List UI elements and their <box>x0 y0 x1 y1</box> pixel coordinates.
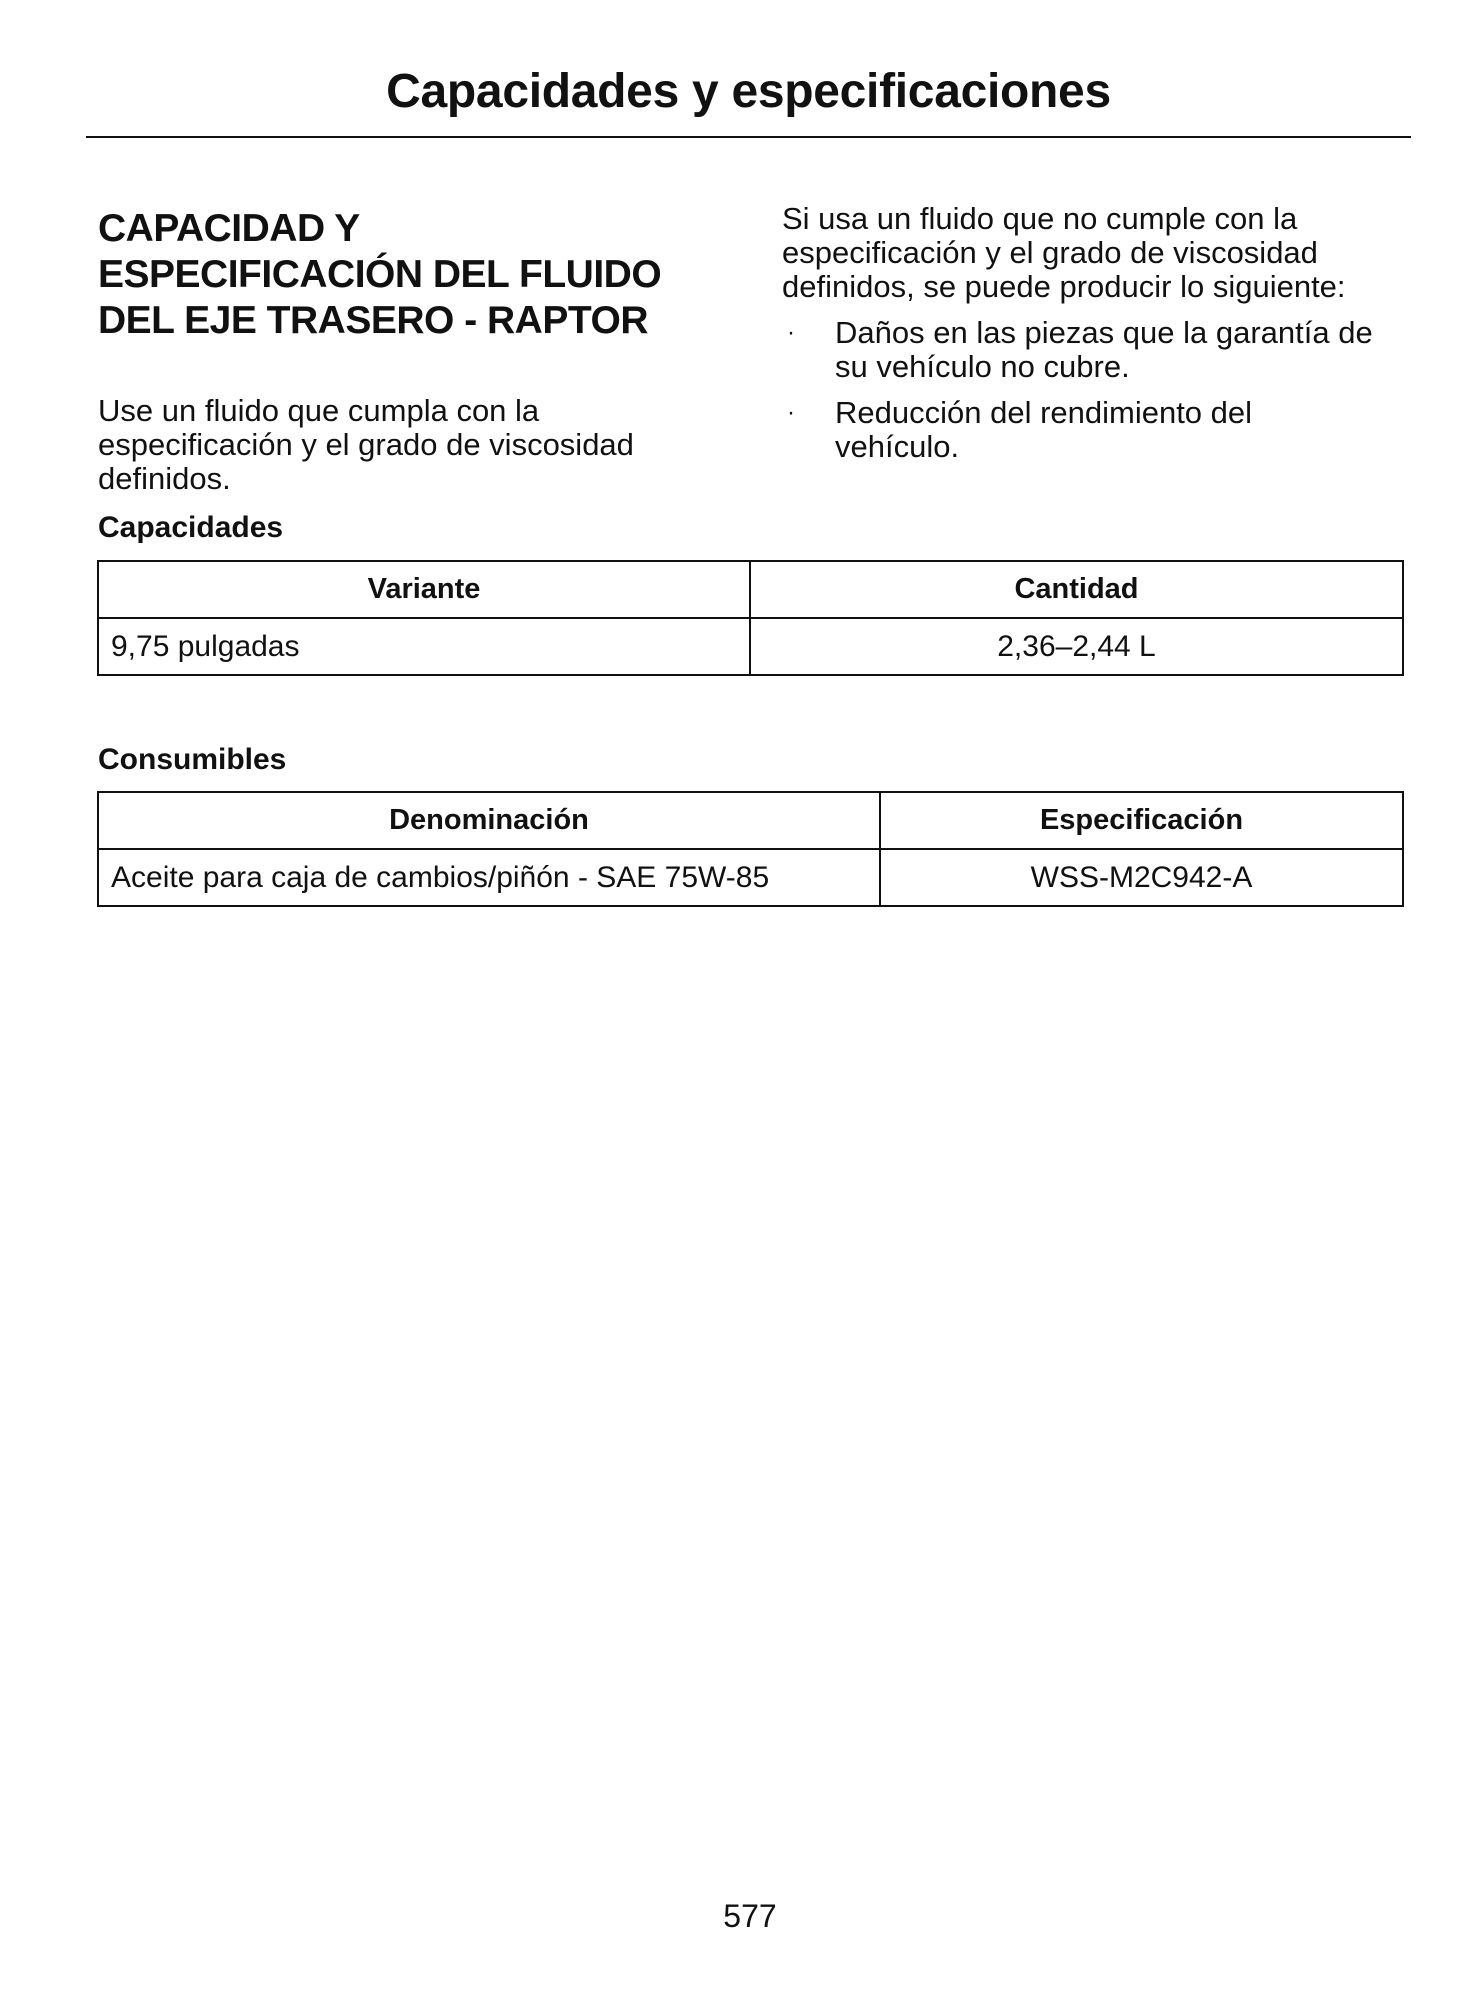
intro-line: Use un fluido que cumpla con la <box>98 393 540 428</box>
section-heading-line: CAPACIDAD Y <box>98 207 360 250</box>
table-cell: WSS-M2C942-A <box>880 849 1403 906</box>
intro-line: definidos. <box>98 461 231 496</box>
page-number: 577 <box>723 1898 777 1934</box>
column-header-name: Denominación <box>98 792 880 849</box>
left-column <box>98 206 728 496</box>
section-heading-line: DEL EJE TRASERO - RAPTOR <box>98 299 648 342</box>
table-header-row <box>98 561 1403 618</box>
bullet-icon: · <box>787 319 795 346</box>
list-item-line: Daños en las piezas que la garantía de <box>835 315 1373 350</box>
column-header-variant: Variante <box>98 561 750 618</box>
list-item-line: vehículo. <box>835 429 960 464</box>
list-item <box>782 396 1400 464</box>
page-title: Capacidades y especificaciones <box>386 65 1111 118</box>
capacities-table <box>97 560 1404 676</box>
consumables-table <box>97 791 1404 907</box>
list-item <box>782 316 1400 384</box>
list-item-line: su vehículo no cubre. <box>835 349 1130 384</box>
capacities-heading: Capacidades <box>98 511 284 544</box>
warning-intro-line: especificación y el grado de viscosidad <box>782 235 1318 270</box>
right-column <box>782 202 1400 476</box>
column-header-specification: Especificación <box>880 792 1403 849</box>
consequence-list <box>782 316 1400 464</box>
bullet-icon: · <box>787 399 795 426</box>
header-divider <box>86 136 1411 138</box>
table-row <box>98 849 1403 906</box>
table-row <box>98 618 1403 675</box>
table-cell: 2,36–2,44 L <box>750 618 1403 675</box>
list-item-line: Reducción del rendimiento del <box>835 395 1253 430</box>
column-header-quantity: Cantidad <box>750 561 1403 618</box>
table-cell: 9,75 pulgadas <box>98 618 750 675</box>
intro-line: especificación y el grado de viscosidad <box>98 427 634 462</box>
section-heading-line: ESPECIFICACIÓN DEL FLUIDO <box>98 253 662 296</box>
consumables-heading: Consumibles <box>98 743 287 776</box>
warning-intro-line: definidos, se puede producir lo siguiente: <box>782 269 1346 304</box>
table-cell: Aceite para caja de cambios/piñón - SAE 75W-85 <box>98 849 880 906</box>
section-intro-paragraph <box>98 394 728 496</box>
warning-intro-line: Si usa un fluido que no cumple con la <box>782 201 1298 236</box>
table-header-row <box>98 792 1403 849</box>
section-heading <box>98 206 728 344</box>
page-header <box>86 60 1411 124</box>
warning-intro-paragraph <box>782 202 1400 304</box>
